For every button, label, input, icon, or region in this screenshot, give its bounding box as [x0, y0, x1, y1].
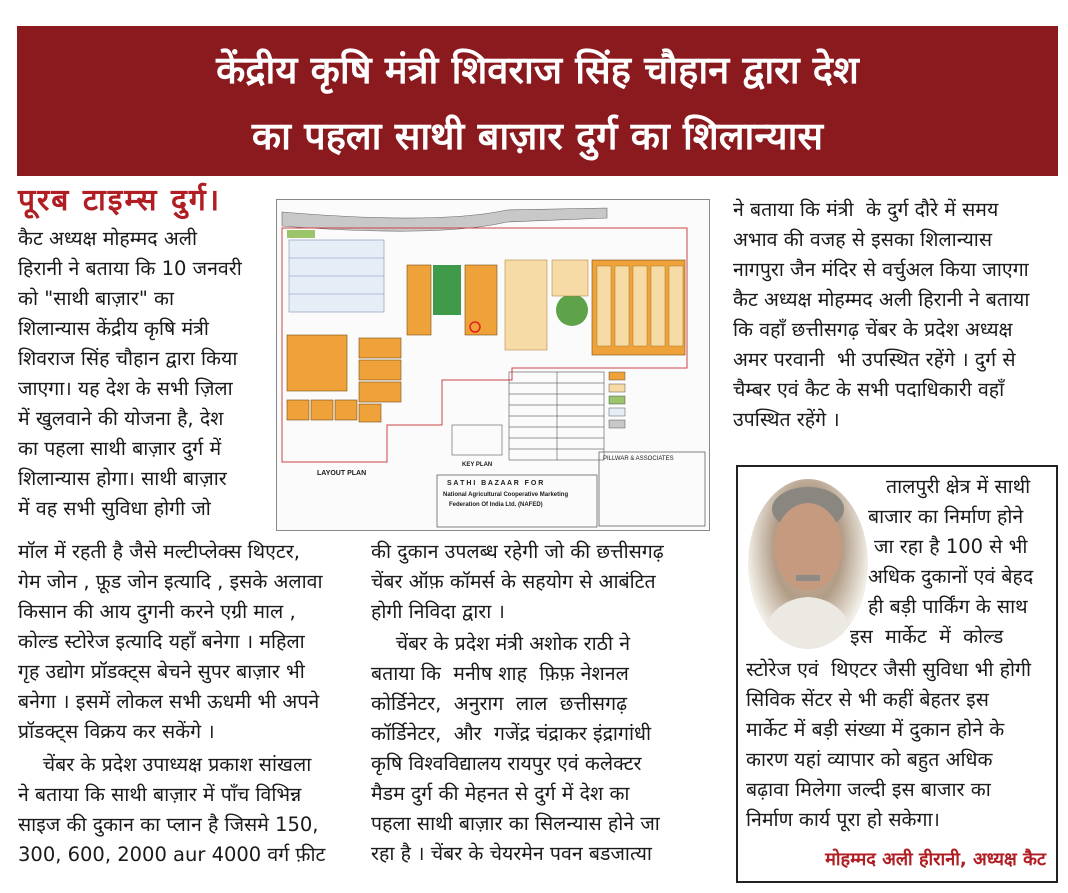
dateline: पूरब टाइम्स दुर्ग। [18, 183, 222, 218]
plan-firm-label: PILLWAR & ASSOCIATES [603, 456, 674, 462]
quote-line: तालपुरी क्षेत्र में साथी [886, 475, 1031, 498]
key-plan-label: KEY PLAN [462, 462, 493, 468]
text-line: रहा है । चेंबर के चेयरमेन पवन बडजात्या [371, 842, 652, 865]
text-line: कोल्ड स्टोरेज इत्यादि यहाँ बनेगा । महिला [18, 630, 305, 653]
text-line: बताया कि मनीष शाह फ़िफ़ नेशनल [371, 662, 629, 685]
text-line: चेंबर ऑफ़ कॉमर्स के सहयोग से आबंटित [371, 570, 656, 593]
text-line: कि वहाँ छत्तीसगढ़ चेंबर के प्रदेश अध्यक्ष [733, 318, 1013, 341]
quote-line: ही बड़ी पार्किंग के साथ [868, 595, 1028, 618]
text-line: कॉर्डिनेटर, और गजेंद्र चंद्राकर इंद्रागांधी [371, 722, 652, 745]
text-line: अभाव की वजह से इसका शिलान्यास [733, 228, 993, 251]
text-line: कैट अध्यक्ष मोहम्मद अली हिरानी ने बताया [733, 288, 1030, 311]
quote-line: बाजार का निर्माण होने [868, 505, 1024, 528]
text-line: कैट अध्यक्ष मोहम्मद अली [18, 227, 198, 250]
text-line: नागपुरा जैन मंदिर से वर्चुअल किया जाएगा [733, 258, 1029, 281]
text-line: शिवराज सिंह चौहान द्वारा किया [18, 347, 238, 370]
text-line: 300, 600, 2000 aur 4000 वर्ग फ़ीट [18, 843, 326, 866]
text-line: कोर्डिनेटर, अनुराग लाल छत्तीसगढ़ [371, 692, 628, 715]
text-line: शिलान्यास केंद्रीय कृषि मंत्री [18, 317, 209, 340]
text-line: चेंबर के प्रदेश उपाध्यक्ष प्रकाश सांखला [18, 753, 312, 776]
quote-line: इस मार्केट में कोल्ड [850, 625, 1004, 648]
plan-title-3: Federation Of India Ltd. (NAFED) [449, 502, 543, 508]
text-line: होगी निविदा द्वारा । [371, 600, 505, 623]
layout-plan-image [276, 199, 710, 531]
headline-line-1: केंद्रीय कृषि मंत्री शिवराज सिंह चौहान द्वारा देश [216, 48, 859, 92]
quote-signature: मोहम्मद अली हीरानी, अध्यक्ष कैट [825, 849, 1046, 870]
quote-line: मार्केट में बड़ी संख्या में दुकान होने के [746, 718, 1005, 741]
text-line: हिरानी ने बताया कि 10 जनवरी [18, 257, 242, 280]
plan-title-2: National Agricultural Cooperative Marketing [443, 492, 569, 498]
text-line: बनेगा । इसमें लोकल सभी ऊधमी भी अपने [18, 690, 320, 713]
headline-banner [17, 26, 1058, 176]
text-line: चैम्बर एवं कैट के सभी पदाधिकारी वहाँ [733, 378, 1005, 401]
text-line: पहला साथी बाज़ार का सिलन्यास होने जा [371, 812, 660, 835]
text-line: साइज की दुकान का प्लान है जिसमे 150, [18, 813, 319, 836]
quote-line: निर्माण कार्य पूरा हो सकेगा। [746, 808, 940, 831]
text-line: में खुलवाने की योजना है, देश [18, 407, 224, 430]
headline-line-2: का पहला साथी बाज़ार दुर्ग का शिलान्यास [251, 114, 824, 158]
text-line: मॉल में रहती है जैसे मल्टीप्लेक्स थिएटर, [18, 540, 300, 563]
text-line: गेम जोन , फ़ूड जोन इत्यादि , इसके अलावा [18, 570, 323, 593]
quote-line: अधिक दुकानों एवं बेहद [868, 565, 1034, 588]
text-line: में वह सभी सुविधा होगी जो [18, 497, 211, 520]
text-line: प्रॉडक्ट्स विक्रय कर सकेंगे । [18, 720, 215, 743]
layout-plan-label: LAYOUT PLAN [317, 470, 367, 477]
text-line: की दुकान उपलब्ध रहेगी जो की छत्तीसगढ़ [371, 540, 664, 563]
text-line: कृषि विश्वविद्यालय रायपुर एवं कलेक्टर [371, 752, 642, 775]
text-line: किसान की आय दुगनी करने एग्री माल , [18, 600, 296, 623]
text-line: जाएगा। यह देश के सभी ज़िला [18, 377, 233, 400]
text-line: मैडम दुर्ग की मेहनत से दुर्ग में देश का [371, 782, 630, 805]
text-line: गृह उद्योग प्रॉडक्ट्स बेचने सुपर बाज़ार भी [18, 660, 305, 683]
quote-line: सिविक सेंटर से भी कहीं बेहतर इस [746, 688, 989, 711]
text-line: चेंबर के प्रदेश मंत्री अशोक राठी ने [371, 632, 631, 655]
text-line: शिलान्यास होगा। साथी बाज़ार [18, 467, 227, 490]
text-line: ने बताया कि मंत्री के दुर्ग दौरे में समय [733, 198, 999, 221]
plan-title-1: S A T H I B A Z A A R F O R [447, 480, 544, 487]
text-line: का पहला साथी बाज़ार दुर्ग में [18, 437, 222, 460]
quote-line: स्टोरेज एवं थिएटर जैसी सुविधा भी होगी [746, 658, 1032, 681]
quote-box [736, 465, 1058, 883]
quote-line: कारण यहां व्यापार को बहुत अधिक [746, 748, 993, 771]
quote-line: बढ़ावा मिलेगा जल्दी इस बाजार का [746, 778, 991, 801]
text-line: को "साथी बाज़ार" का [18, 287, 175, 310]
text-line: ने बताया कि साथी बाज़ार में पाँच विभिन्न [18, 783, 302, 806]
text-line: अमर परवानी भी उपस्थित रहेंगे । दुर्ग से [733, 348, 1016, 371]
text-line: उपस्थित रहेंगे । [733, 408, 840, 431]
quote-line: जा रहा है 100 से भी [874, 535, 1028, 558]
